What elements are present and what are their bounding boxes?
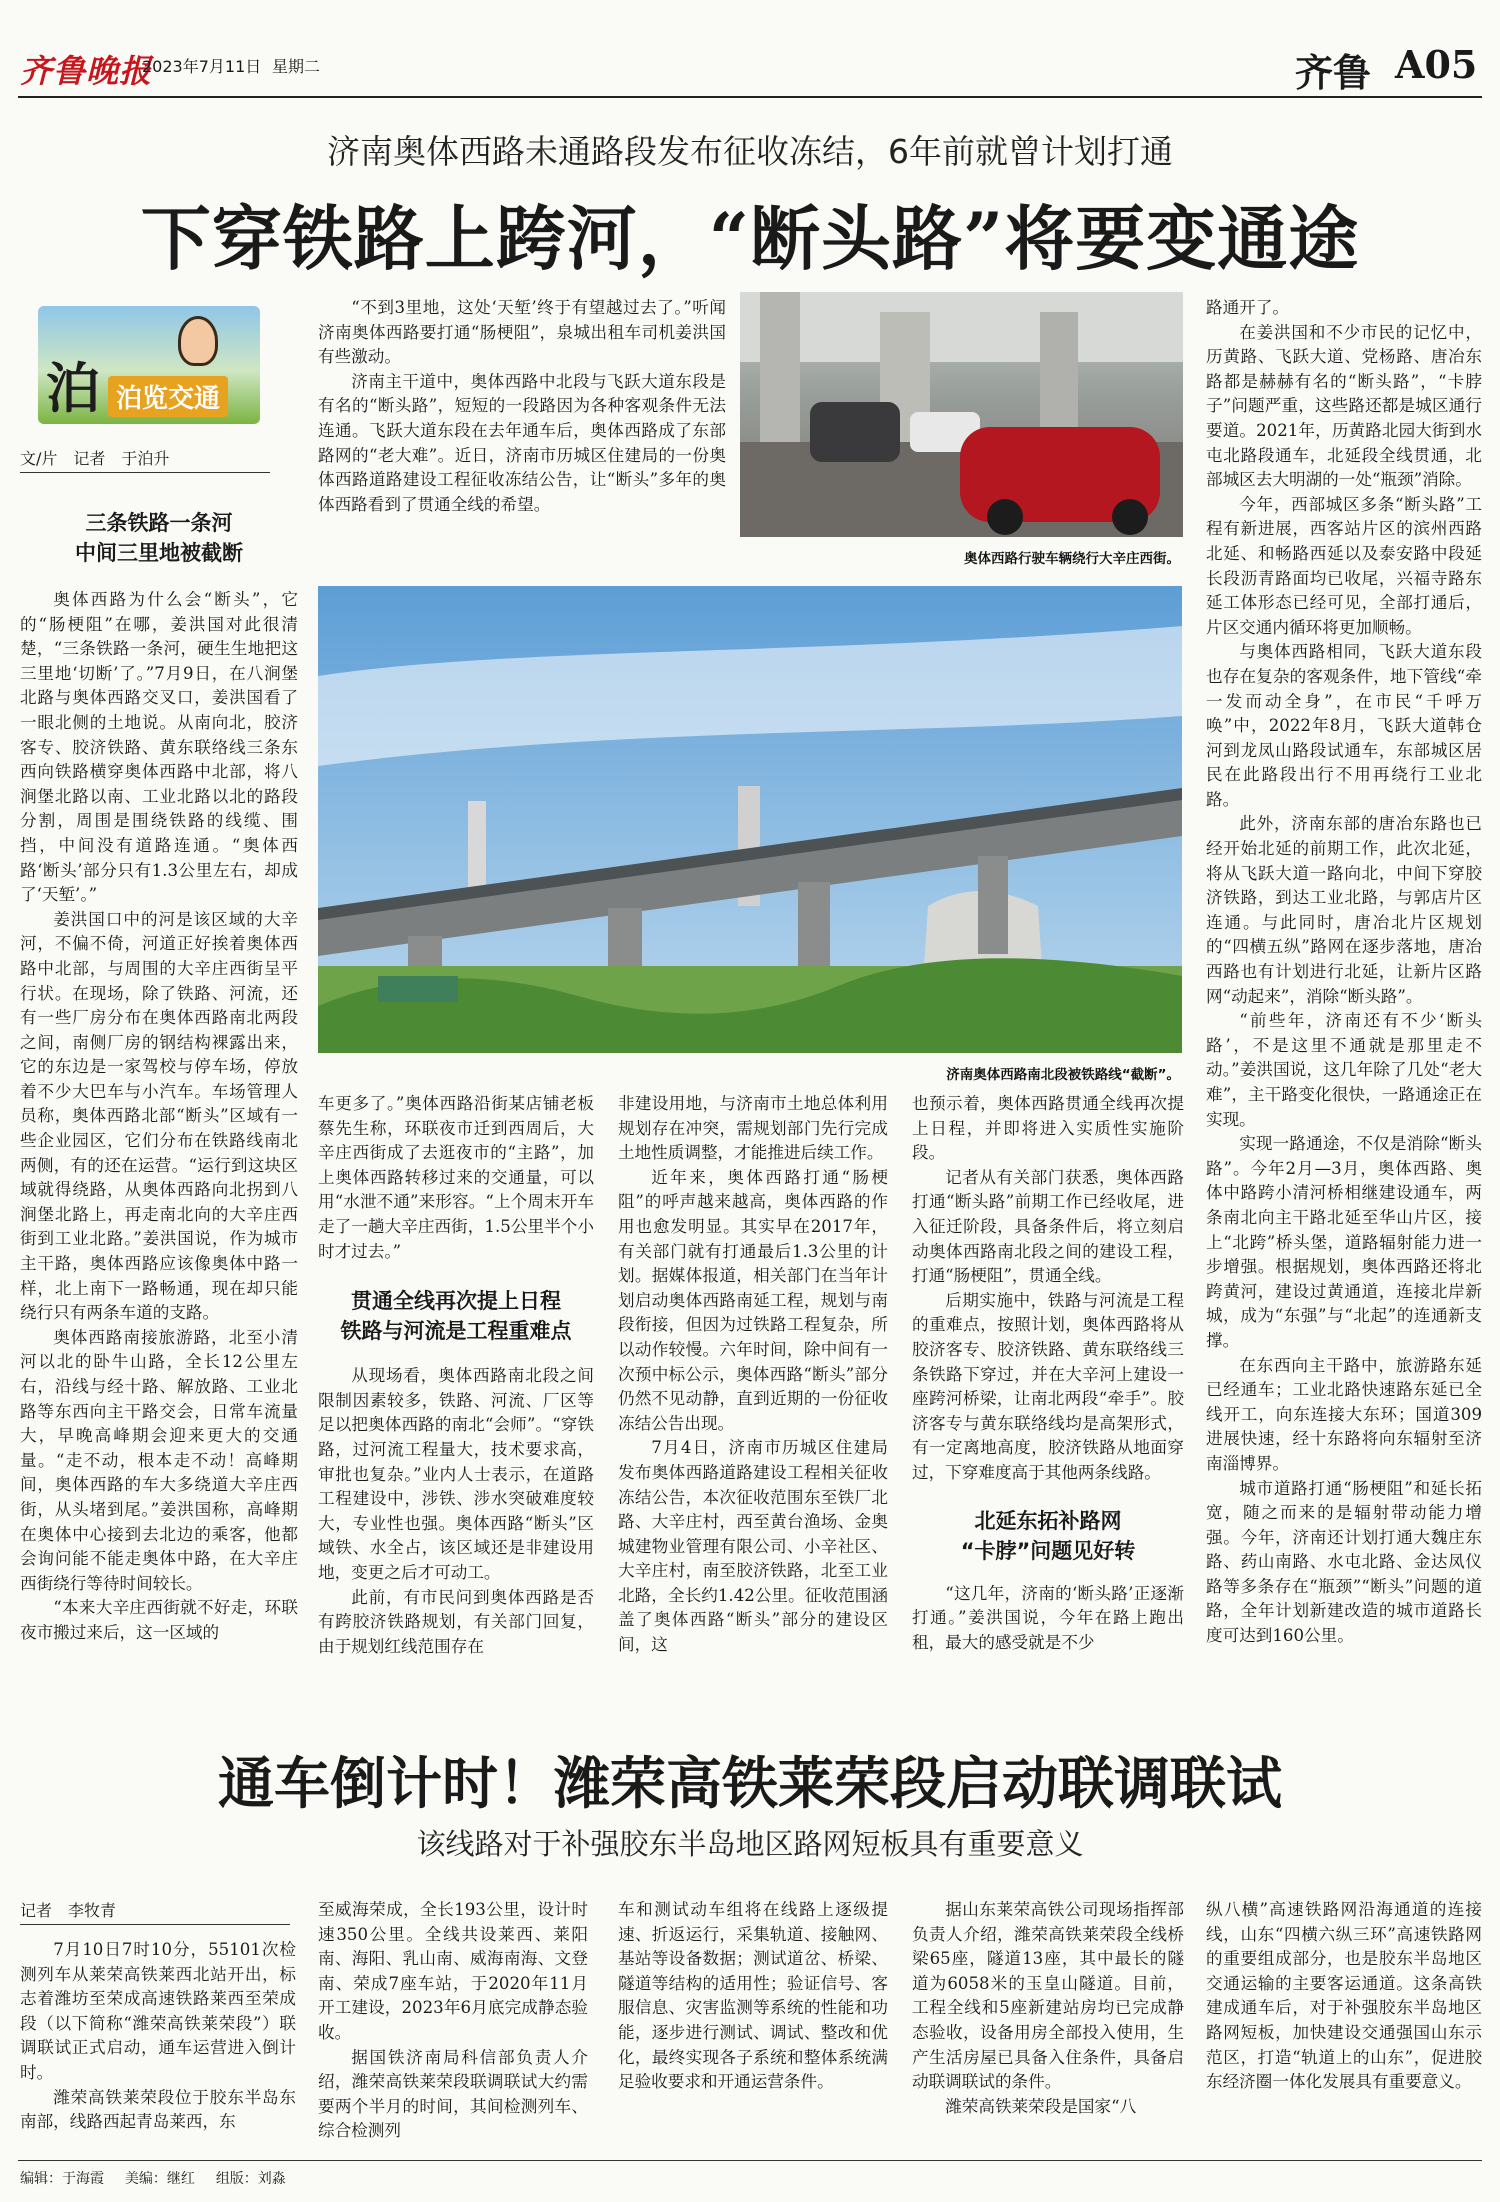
article2-col3 xyxy=(618,1898,888,2150)
paragraph: 记者从有关部门获悉，奥体西路打通“断头路”前期工作已经收尾，进入征迁阶段，具备条件后，将立刻启动奥体西路南北段之间的建设工程，打通“肠梗阻”，贯通全线。 xyxy=(912,1167,1184,1286)
reporter-avatar xyxy=(178,316,218,366)
paragraph: 实现一路通途，不仅是消除“断头路”。今年2月—3月，奥体西路、奥体中路跨小清河桥相继建设通车，两条南北向主干路北延至华山片区，接上“北跨”桥头堡，道路辐射能力进一步增强。根据规划，奥体西路还将北跨黄河，建设过黄通道，连接北岸新城，成为“东强”与“北起”的连通新支撑。 xyxy=(1206,1134,1482,1350)
footer-editor: 编辑：于海霞 xyxy=(20,2171,104,2187)
article1-col5 xyxy=(1206,296,1482,1696)
photo-railway-bridge-image xyxy=(318,586,1182,1053)
paragraph: 车更多了。”奥体西路沿街某店铺老板蔡先生称，环联夜市迁到西周后，大辛庄西街成了去逛夜市的“主路”，加上奥体西路转移过来的交通量，可以用“水泄不通”来形容。“上个周末开车走了一趟大辛庄西街，1.5公里半个小时才过去。” xyxy=(318,1094,594,1261)
article1-col2-top xyxy=(318,296,726,536)
paragraph: “前些年，济南还有不少‘断头路’，不是这里不通就是那里走不动。”姜洪国说，这几年除了几处“老大难”，主干路变化很快，一路通途正在实现。 xyxy=(1206,1011,1482,1129)
paragraph: 奥体西路为什么会“断头”，它的“肠梗阻”在哪，姜洪国对此很清楚，“三条铁路一条河，硬生生地把这三里地‘切断’了。”7月9日，在八涧堡北路与奥体西路交叉口，姜洪国看了一眼北侧的土地说。从南向北，胶济客专、胶济铁路、黄东联络线三条东西向铁路横穿奥体西路中北部，将八涧堡北路以南、工业北路以北的路段分割，周围是围绕铁路的线缆、围挡，中间没有道路连通。“奥体西路‘断头’部分只有1.3公里左右，却成了‘天堑’。” xyxy=(20,590,298,905)
paragraph: 城市道路打通“肠梗阻”和延长拓宽，随之而来的是辐射带动能力增强。今年，济南还计划打通大魏庄东路、药山南路、水屯北路、金达凤仪路等多条存在“瓶颈”“断头”问题的道路，全年计划新建改造的城市道路长度可达到160公里。 xyxy=(1206,1478,1482,1646)
article1-subhead1: 三条铁路一条河 中间三里地被截断 xyxy=(75,511,243,565)
paragraph: 后期实施中，铁路与河流是工程的重难点，按照计划，奥体西路将从胶济客专、胶济铁路、黄东联络线三条铁路下穿过，并在大辛河上建设一座跨河桥梁，让南北两段“牵手”。胶济客专与黄东联络线均是高架形式，有一定离地高度，胶济铁路从地面穿过，下穿难度高于其他两条线路。 xyxy=(912,1290,1184,1482)
paragraph: 今年，西部城区多条“断头路”工程有新进展，西客站片区的滨州西路北延、和畅路西延以及泰安路中段延长段沥青路面均已收尾，兴福寺路东延工体形态已经可见，全部打通后，片区交通内循环将更加顺畅。 xyxy=(1206,494,1482,637)
paragraph: 此前，有市民问到奥体西路是否有跨胶济铁路规划，有关部门回复，由于规划红线范围存在 xyxy=(318,1587,594,1656)
paragraph: 据山东莱荣高铁公司现场指挥部负责人介绍，潍荣高铁莱荣段全线桥梁65座，隧道13座，其中最长的隧道为6058米的玉皇山隧道。目前，工程全线和5座新建站房均已完成静态验收，设备用房全部投入使用，生产生活房屋已具备入住条件，具备启动联调联试的条件。 xyxy=(912,1900,1184,2092)
paragraph: 也预示着，奥体西路贯通全线再次提上日程，并即将进入实质性实施阶段。 xyxy=(912,1094,1184,1163)
paragraph: 纵八横”高速铁路网沿海通道的连接线，山东“四横六纵三环”高速铁路网的重要组成部分，也是胶东半岛地区交通运输的主要客运通道。这条高铁建成通车后，对于补强胶东半岛地区路网短板，加快建设交通强国山东示范区，打造“轨道上的山东”，促进胶东经济圈一体化发展具有重要意义。 xyxy=(1206,1900,1482,2092)
paragraph: “这几年，济南的‘断头路’正逐渐打通。”姜洪国说，今年在路上跑出租，最大的感受就是不少 xyxy=(912,1583,1184,1652)
footer-proof: 组版：刘淼 xyxy=(215,2171,286,2187)
article1-col1 xyxy=(20,508,298,1696)
footer-rule xyxy=(18,2160,1482,2161)
paragraph: 此外，济南东部的唐冶东路也已经开始北延的前期工作，此次北延，将从飞跃大道一路向北，中间下穿胶济铁路，到达工业北路，与郭店片区连通。与此同时，唐冶北片区规划的“四横五纵”路网在逐步落地，唐冶西路也有计划进行北延，让新片区路网“动起来”，消除“断头路”。 xyxy=(1206,814,1482,1006)
paragraph: 姜洪国口中的河是该区域的大辛河，不偏不倚，河道正好挨着奥体西路中北部，与周围的大辛庄西街呈平行状。在现场，除了铁路、河流，还有一些厂房分布在奥体西路南北两段之间，南侧厂房的钢结构裸露出来，它的东边是一家驾校与停车场，停放着不少大巴车与小汽车。车场管理人员称，奥体西路北部“断头”区域有一些企业园区，它们分布在铁路线南北两侧，有的还在运营。“运行到这块区域就得绕路，从奥体西路向北拐到八涧堡北路上，再走南北向的大辛庄西街到工业北路。”姜洪国说，作为城市主干路，奥体西路应该像奥体中路一样，北上南下一路畅通，现在却只能绕行只有两条车道的支路。 xyxy=(20,909,298,1323)
paragraph: 在姜洪国和不少市民的记忆中，历黄路、飞跃大道、党杨路、唐冶东路都是赫赫有名的“断头路”，“卡脖子”问题严重，这些路还都是城区通行要道。2021年，历黄路北园大街到水屯北路段通车，北延段全线贯通，北部城区去大明湖的一处“瓶颈”消除。 xyxy=(1206,322,1482,490)
article2-col5 xyxy=(1206,1898,1482,2150)
paragraph: 7月4日，济南市历城区住建局发布奥体西路道路建设工程相关征收冻结公告，本次征收范围东至铁厂北路、大辛庄村，西至黄台渔场、金奥城建物业管理有限公司、小辛社区、大辛庄村，南至胶济铁路，北至工业北路，全长约1.42公里。征收范围涵盖了奥体西路“断头”部分的建设区间，这 xyxy=(618,1438,888,1655)
article2-byline: 记者 李牧青 xyxy=(20,1898,290,1925)
paragraph: 非建设用地，与济南市土地总体利用规划存在冲突，需规划部门先行完成土地性质调整，才能推进后续工作。 xyxy=(618,1094,888,1163)
article2-subhead: 该线路对于补强胶东半岛地区路网短板具有重要意义 xyxy=(416,1827,1084,1861)
page-number: A05 xyxy=(1395,42,1478,87)
article2-col1 xyxy=(20,1938,296,2150)
article1-col4 xyxy=(912,1092,1184,1696)
footer-designer: 美编：继红 xyxy=(124,2171,195,2187)
masthead xyxy=(0,0,1500,110)
section-name: 齐鲁 xyxy=(1295,50,1372,95)
article1-col2-bottom xyxy=(318,1092,594,1696)
paragraph: 在东西向主干路中，旅游路东延已经通车；工业北路快速路东延已全线开工，向东连接大东环；国道309进展快速，经十东路将向东辐射至济南淄博界。 xyxy=(1206,1355,1482,1473)
photo-traffic-detour xyxy=(740,292,1183,537)
masthead-date: 2023年7月11日 xyxy=(142,57,262,76)
paragraph: 奥体西路南接旅游路，北至小清河以北的卧牛山路，全长12公里左右，沿线与经十路、解放路、工业北路等东西向主干路交会，日常车流量大，早晚高峰期会迎来更大的交通量。“走不动，根本走不动！高峰期间，奥体西路的车大多绕道大辛庄西街，从头堵到尾。”姜洪国称，高峰期在奥体中心接到去北边的乘客，他都会询问能不能走奥体中路，在大辛庄西街绕行等待时间较长。 xyxy=(20,1327,298,1593)
article1-subhead3: 北延东拓补路网 “卡脖”问题见好转 xyxy=(960,1508,1136,1563)
article1-headline: 下穿铁路上跨河，“断头路”将要变通途 xyxy=(140,197,1360,280)
photo-railway-bridge xyxy=(318,586,1182,1053)
paragraph: 从现场看，奥体西路南北段之间限制因素较多，铁路、河流、厂区等足以把奥体西路的南北“会师”。“穿铁路，过河流工程量大，技术要求高，审批也复杂。”业内人士表示，在道路工程建设中，涉铁、涉水突破难度较大，专业性也强。奥体西路“断头”区域铁、水全占，该区域还是非建设用地，变更之后才可动工。 xyxy=(318,1366,594,1582)
masthead-weekday: 星期二 xyxy=(272,57,321,76)
paragraph: “不到3里地，这处‘天堑’终于有望越过去了。”听闻济南奥体西路要打通“肠梗阻”，泉城出租车司机姜洪国有些激动。 xyxy=(318,298,726,367)
column-logo-glyph: 泊 xyxy=(46,356,100,420)
paragraph: 据国铁济南局科信部负责人介绍，潍荣高铁莱荣段联调联试大约需要两个半月的时间，其间检测列车、综合检测列 xyxy=(318,2047,588,2141)
masthead-logo: 齐鲁晚报 xyxy=(20,52,153,90)
article1-subhead2: 贯通全线再次提上日程 铁路与河流是工程重难点 xyxy=(340,1289,572,1344)
paragraph: 与奥体西路相同，飞跃大道东段也存在复杂的客观条件，地下管线“牵一发而动全身”，在市民“千呼万唤”中，2022年8月，飞跃大道韩仓河到龙凤山路段试通车，东部城区居民在此路段出行不用再绕行工业北路。 xyxy=(1206,642,1482,809)
photo-traffic-detour-image xyxy=(740,292,1183,537)
paragraph: 济南主干道中，奥体西路中北段与飞跃大道东段是有名的“断头路”，短短的一段路因为各种客观条件无法连通。飞跃大道东段在去年通车后，奥体西路成了东部路网的“老大难”。近日，济南市历城区住建局的一份奥体西路道路建设工程征收冻结公告，让“断头”多年的奥体西路看到了贯通全线的希望。 xyxy=(318,371,726,514)
masthead-rule xyxy=(18,96,1482,98)
article1-col3 xyxy=(618,1092,888,1696)
paragraph: “本来大辛庄西街就不好走，环联夜市搬过来后，这一区域的 xyxy=(20,1598,298,1642)
article1-byline: 文/片 记者 于泊升 xyxy=(20,446,270,473)
article2-headline: 通车倒计时！潍荣高铁莱荣段启动联调联试 xyxy=(218,1751,1282,1817)
photo1-caption: 奥体西路行驶车辆绕行大辛庄西街。 xyxy=(964,551,1180,567)
photo2-caption: 济南奥体西路南北段被铁路线“截断”。 xyxy=(946,1067,1180,1083)
column-logo xyxy=(38,306,260,424)
paragraph: 7月10日7时10分，55101次检测列车从莱荣高铁莱西北站开出，标志着潍坊至荣成高速铁路莱西至荣成段（以下简称“潍荣高铁莱荣段”）联调联试正式启动，通车运营进入倒计时。 xyxy=(20,1940,296,2082)
paragraph: 近年来，奥体西路打通“肠梗阻”的呼声越来越高，奥体西路的作用也愈发明显。其实早在2017年，有关部门就有打通最后1.3公里的计划。据媒体报道，相关部门在当年计划启动奥体西路南延工程，规划与南段衔接，但因为过铁路工程复杂，所以动作较慢。六年时间，除中间有一次预中标公示，奥体西路“断头”部分仍然不见动静，直到近期的一份征收冻结公告出现。 xyxy=(618,1167,888,1433)
paragraph: 潍荣高铁莱荣段是国家“八 xyxy=(945,2096,1137,2116)
article2-col2 xyxy=(318,1898,588,2150)
paragraph: 车和测试动车组将在线路上逐级提速、折返运行，采集轨道、接触网、基站等设备数据；测试道岔、桥梁、隧道等结构的适用性；验证信号、客服信息、灾害监测等系统的性能和功能，逐步进行测试、调试、整改和优化，最终实现各子系统和整体系统满足验收要求和开通运营条件。 xyxy=(618,1900,888,2092)
column-logo-text: 泊览交通 xyxy=(108,376,228,417)
article1-kicker: 济南奥体西路未通路段发布征收冻结，6年前就曾计划打通 xyxy=(327,132,1173,171)
paragraph: 路通开了。 xyxy=(1206,298,1289,317)
footer-credits xyxy=(20,2168,286,2188)
paragraph: 潍荣高铁莱荣段位于胶东半岛东南部，线路西起青岛莱西，东 xyxy=(20,2087,296,2132)
paragraph: 至威海荣成，全长193公里，设计时速350公里。全线共设莱西、莱阳南、海阳、乳山南、威海南海、文登南、荣成7座车站，于2020年11月开工建设，2023年6月底完成静态验收。 xyxy=(318,1900,588,2042)
article2-col4 xyxy=(912,1898,1184,2150)
